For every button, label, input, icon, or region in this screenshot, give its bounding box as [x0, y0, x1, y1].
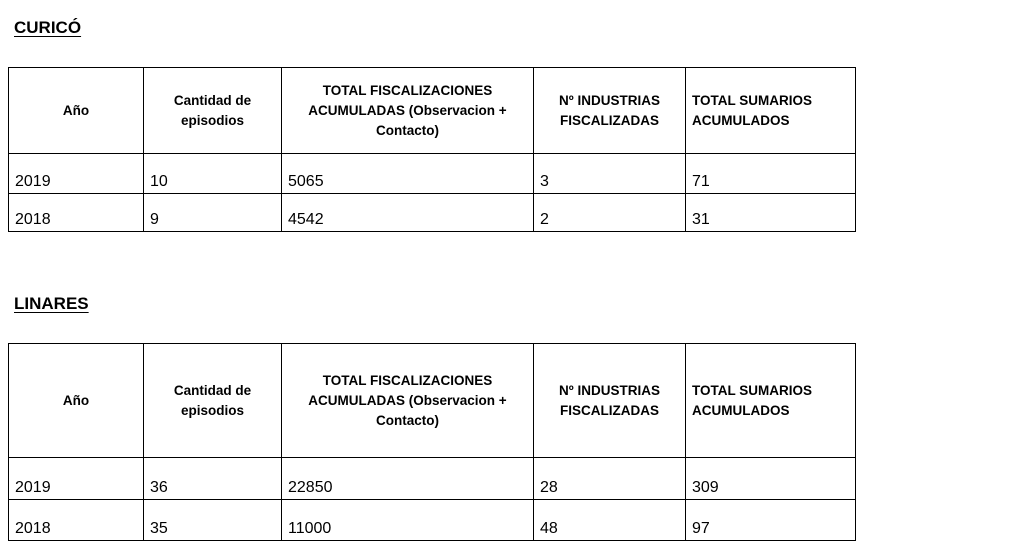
cell-industries-inspected: 28 — [534, 458, 686, 500]
column-header-total-summaries: TOTAL SUMARIOS ACUMULADOS — [686, 68, 856, 154]
column-header-total-summaries: TOTAL SUMARIOS ACUMULADOS — [686, 344, 856, 458]
cell-total-summaries: 309 — [686, 458, 856, 500]
cell-industries-inspected: 3 — [534, 154, 686, 194]
column-header-total-inspections: TOTAL FISCALIZACIONES ACUMULADAS (Observacion + Contacto) — [282, 68, 534, 154]
cell-year: 2018 — [9, 194, 144, 232]
column-header-industries-inspected: Nº INDUSTRIAS FISCALIZADAS — [534, 68, 686, 154]
cell-episodes: 10 — [144, 154, 282, 194]
cell-industries-inspected: 48 — [534, 500, 686, 541]
data-table-curico — [8, 67, 856, 232]
cell-year: 2019 — [9, 458, 144, 500]
cell-episodes: 9 — [144, 194, 282, 232]
table-row — [9, 458, 856, 500]
column-header-industries-inspected: Nº INDUSTRIAS FISCALIZADAS — [534, 344, 686, 458]
table-row — [9, 154, 856, 194]
section-title-linares: LINARES — [14, 294, 89, 313]
cell-year: 2019 — [9, 154, 144, 194]
table-row — [9, 194, 856, 232]
cell-episodes: 35 — [144, 500, 282, 541]
table-header-row — [9, 344, 856, 458]
cell-total-summaries: 71 — [686, 154, 856, 194]
cell-episodes: 36 — [144, 458, 282, 500]
data-table-linares — [8, 343, 856, 541]
cell-total-inspections: 22850 — [282, 458, 534, 500]
cell-total-summaries: 97 — [686, 500, 856, 541]
column-header-total-inspections: TOTAL FISCALIZACIONES ACUMULADAS (Observacion + Contacto) — [282, 344, 534, 458]
column-header-year: Año — [9, 68, 144, 154]
section-title-curico: CURICÓ — [14, 18, 82, 37]
table-header-row — [9, 68, 856, 154]
cell-total-inspections: 4542 — [282, 194, 534, 232]
column-header-year: Año — [9, 344, 144, 458]
cell-total-summaries: 31 — [686, 194, 856, 232]
table-row — [9, 500, 856, 541]
cell-industries-inspected: 2 — [534, 194, 686, 232]
column-header-episodes: Cantidad de episodios — [144, 344, 282, 458]
cell-total-inspections: 5065 — [282, 154, 534, 194]
cell-total-inspections: 11000 — [282, 500, 534, 541]
column-header-episodes: Cantidad de episodios — [144, 68, 282, 154]
cell-year: 2018 — [9, 500, 144, 541]
